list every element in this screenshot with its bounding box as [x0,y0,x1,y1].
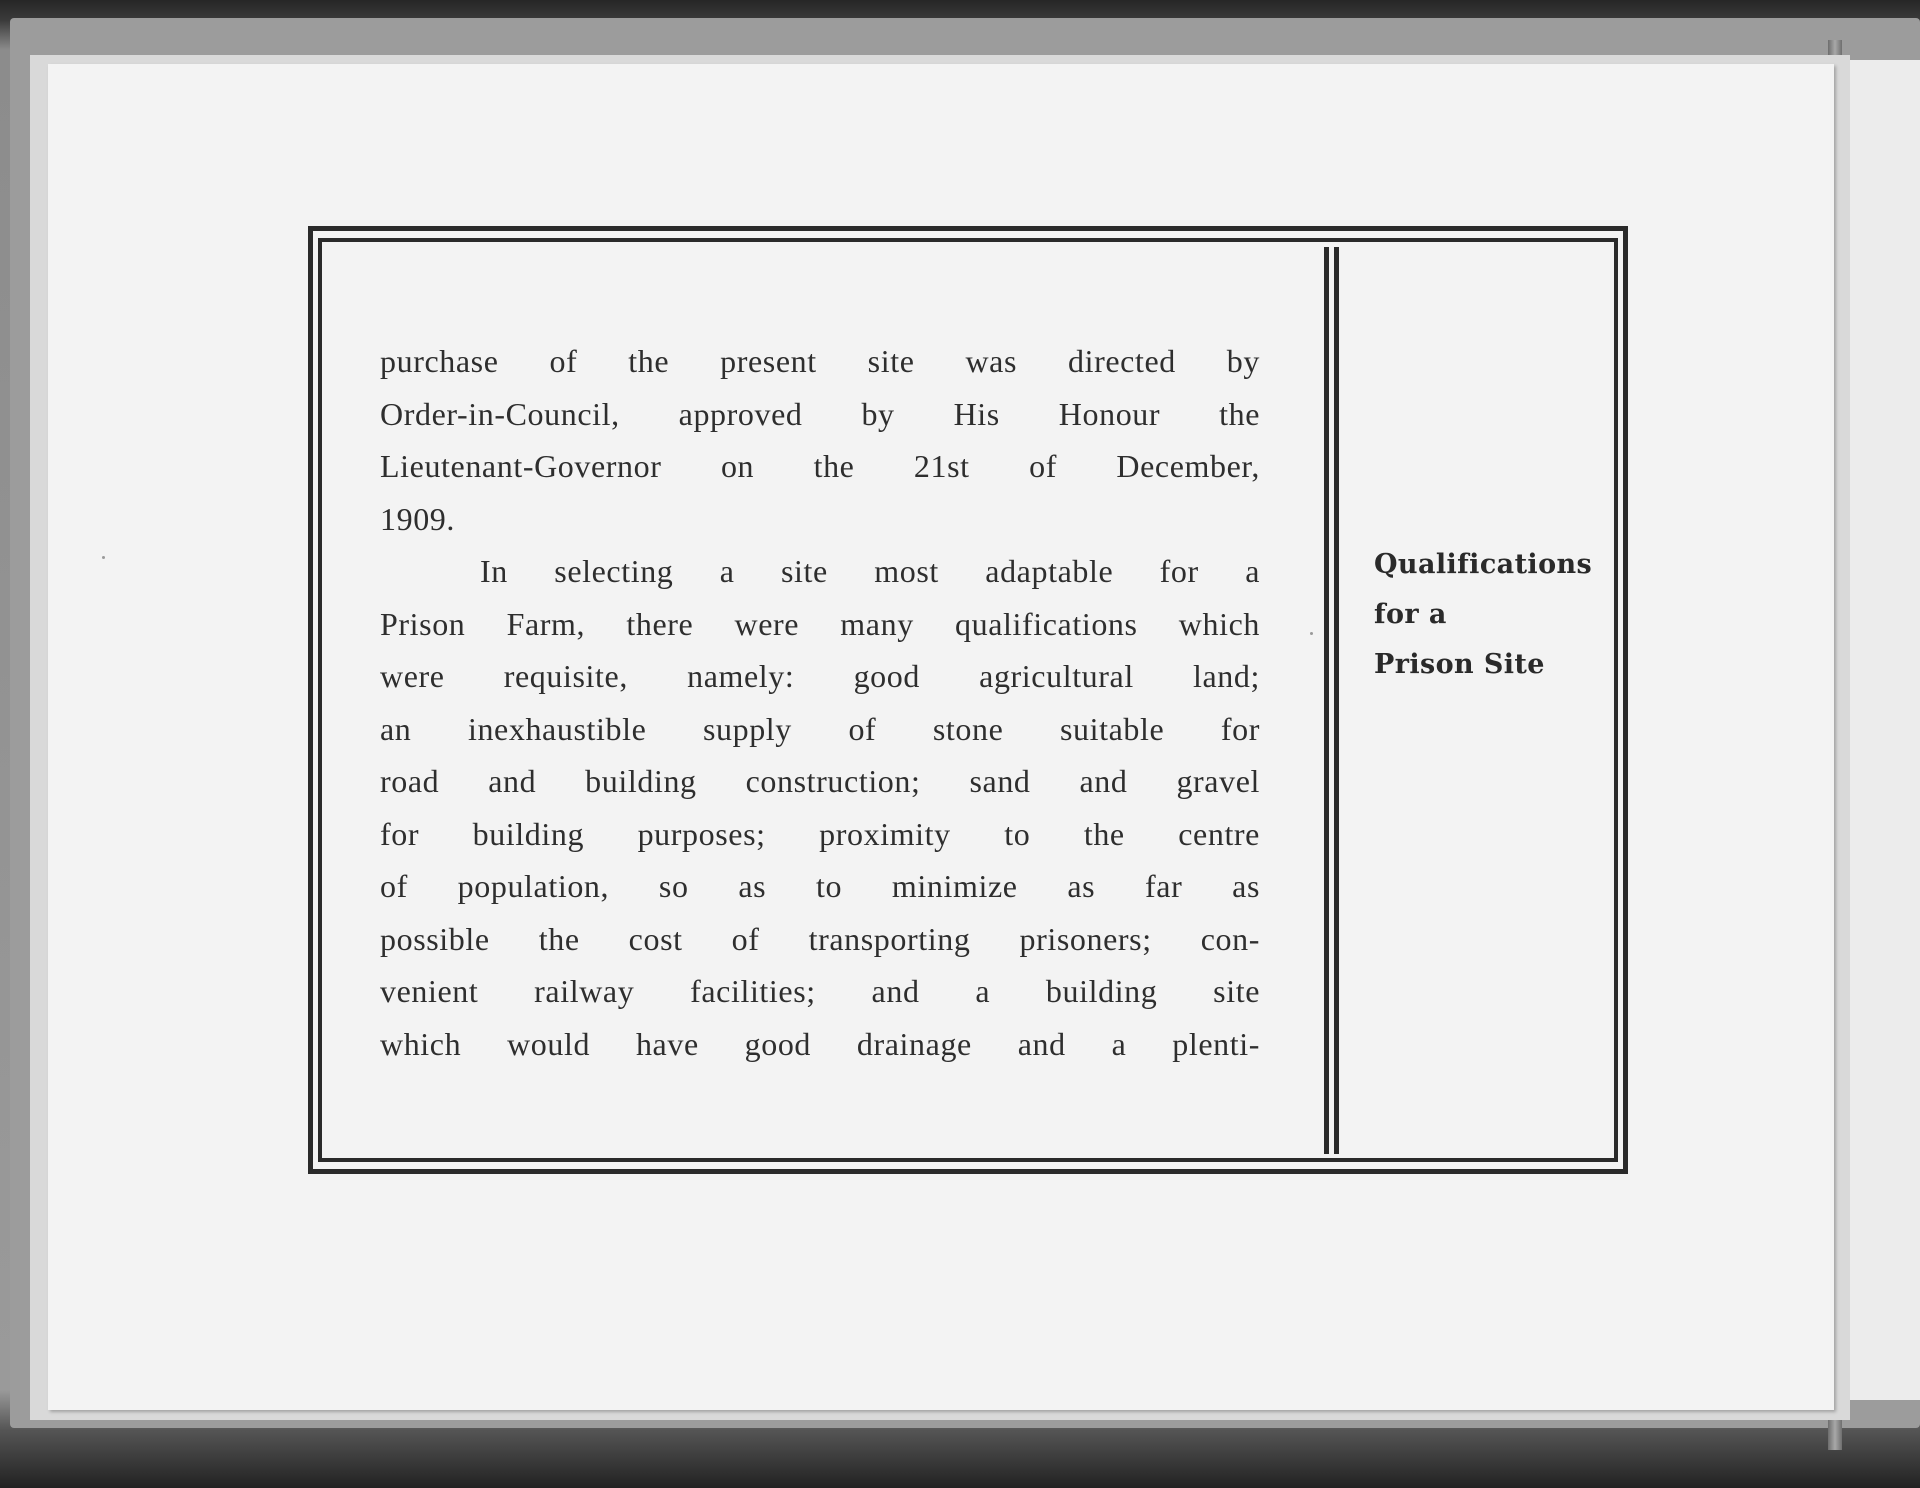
margin-side-note [1374,540,1594,690]
text-line: road and building construction; sand and gravel [380,763,1260,799]
text-line: In selecting a site most adaptable for a [480,553,1260,589]
text-line: which would have good drainage and a plenti- [380,1025,1260,1062]
margin-column-divider [1334,247,1339,1154]
text-line: Prison Farm, there were many qualifications which [380,605,1260,642]
text-line: venient railway facilities; and a building site [380,973,1260,1009]
text-line: were requisite, namely: good agricultural land; [380,658,1260,694]
side-note-line: for a [1374,599,1447,630]
paper-speck [1310,632,1313,635]
text-line: for building purposes; proximity to the centre [380,815,1260,852]
side-note-line: Qualifications [1374,549,1593,580]
text-line: of population, so as to minimize as far as [380,868,1260,904]
paragraph-1-end [380,493,1260,546]
text-line: an inexhaustible supply of stone suitable for [380,710,1260,747]
text-line: purchase of the present site was directed by [380,343,1260,379]
text-line: 1909. [380,500,455,537]
side-note-line: Prison Site [1374,649,1545,680]
paper-speck [102,556,105,559]
paragraph-1 [380,335,1260,493]
margin-column-divider [1324,247,1329,1154]
paragraph-2-body [380,598,1260,1071]
paragraph-2 [380,545,1260,598]
text-line: Order-in-Council, approved by His Honour the [380,395,1260,432]
main-text-block [380,335,1260,1070]
text-line: Lieutenant-Governor on the 21st of December, [380,448,1260,484]
text-line: possible the cost of transporting prisoners; con- [380,920,1260,957]
facing-page-edge [1840,60,1920,1400]
